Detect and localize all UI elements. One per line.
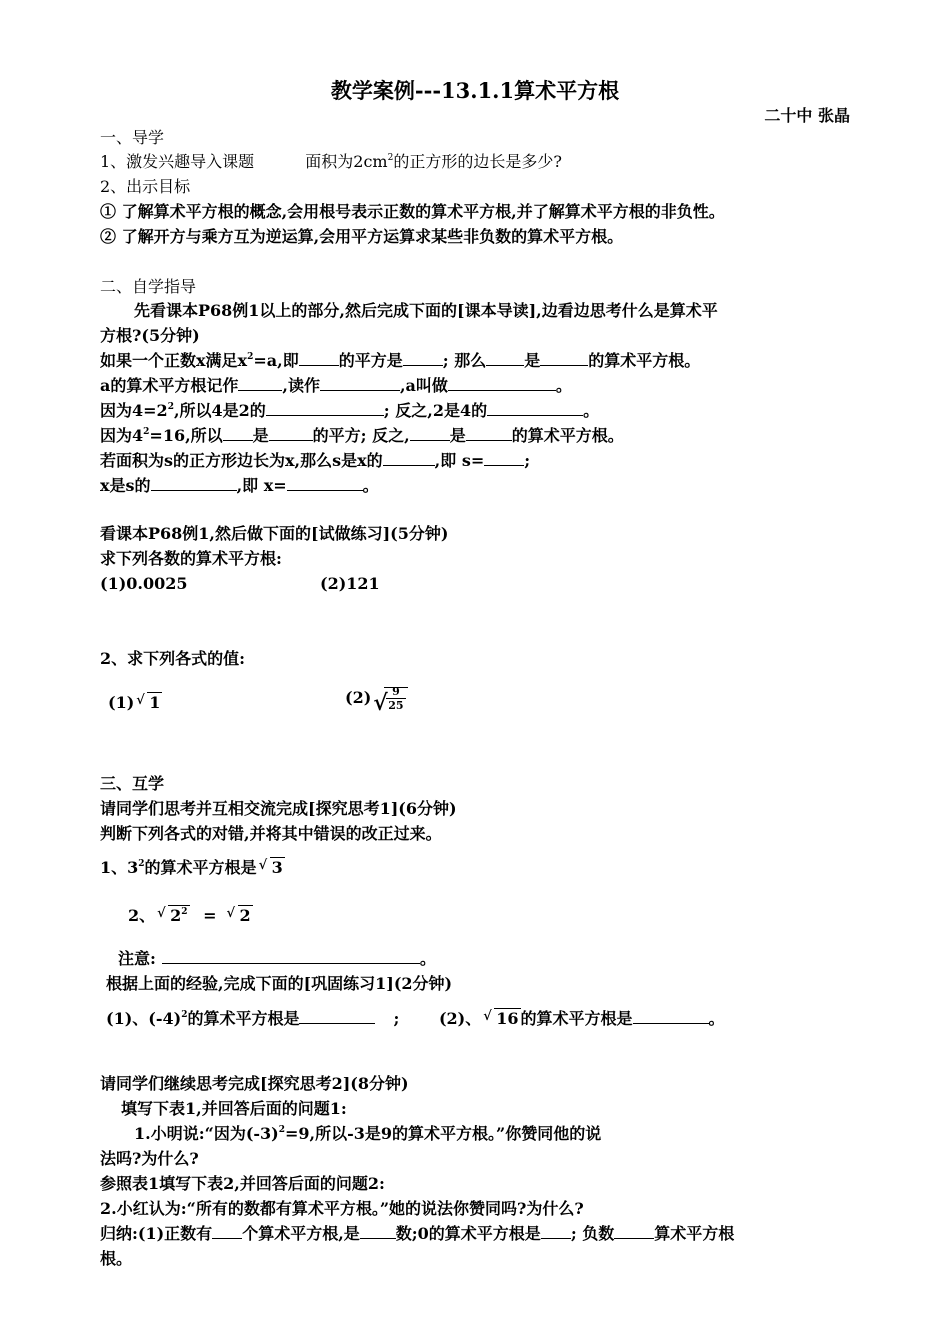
blank[interactable] bbox=[541, 1223, 571, 1239]
judge-item-1-b: 的算术平方根是 bbox=[144, 858, 257, 877]
consolidation-2-end: 。 bbox=[708, 1009, 725, 1028]
fill-line-3-d: 。 bbox=[583, 401, 600, 420]
exercise-q2: 2、求下列各式的值: bbox=[100, 649, 246, 668]
fill-line-3-a: 因为4=2 bbox=[100, 401, 168, 420]
radical-sign-icon: √ bbox=[258, 858, 268, 873]
blank[interactable] bbox=[614, 1223, 654, 1239]
radical-sign-icon: √ bbox=[483, 1009, 492, 1024]
self-study-intro-1: 先看课本P68例1以上的部分,然后完成下面的[课本导读],边看边思考什么是算术平 bbox=[134, 301, 718, 320]
judge-item-2-label: 2、 bbox=[128, 906, 156, 925]
intro-item-1 bbox=[100, 151, 562, 173]
question-1-line-1 bbox=[134, 1123, 601, 1145]
fill-line-4-d: 的平方; 反之, bbox=[312, 426, 410, 445]
summary-line-2: 根。 bbox=[100, 1249, 133, 1268]
intro-item-1-label: 1、激发兴趣导入课题 bbox=[100, 152, 255, 171]
exercise-q2-b bbox=[345, 685, 408, 716]
section-1-heading: 一、导学 bbox=[100, 128, 165, 147]
consolidation-2-label: (2)、 bbox=[438, 1009, 482, 1028]
fill-line-1-b: =a,即 bbox=[253, 351, 299, 370]
radicand-base: 2 bbox=[170, 906, 182, 925]
consolidation-intro: 根据上面的经验,完成下面的[巩固练习1](2分钟) bbox=[106, 974, 453, 993]
blank[interactable] bbox=[486, 350, 524, 366]
question-1-a: 1.小明说:“因为(-3) bbox=[134, 1124, 279, 1143]
note-label: 注意: bbox=[118, 949, 156, 968]
blank[interactable] bbox=[269, 425, 313, 441]
fill-line-2-c: ,a叫做 bbox=[399, 376, 448, 395]
intro-item-2: 2、出示目标 bbox=[100, 177, 191, 196]
radicand: 16 bbox=[496, 1009, 519, 1028]
fill-line-3-c: ; 反之,2是4的 bbox=[383, 401, 488, 420]
fill-line-1-f: 的算术平方根。 bbox=[588, 351, 701, 370]
fill-line-4-b: =16,所以 bbox=[149, 426, 223, 445]
fill-line-6-a: x是s的 bbox=[100, 476, 151, 495]
goal-1: ① 了解算术平方根的概念,会用根号表示正数的算术平方根,并了解算术平方根的非负性。 bbox=[100, 202, 725, 221]
radical-sign-icon: √ bbox=[136, 693, 145, 708]
table-2-instruction: 参照表1填写下表2,并回答后面的问题2: bbox=[100, 1174, 385, 1193]
consolidation-1-sup: 2 bbox=[181, 1010, 188, 1020]
blank[interactable] bbox=[403, 350, 443, 366]
equals-sign: = bbox=[203, 906, 217, 925]
consolidation-1-b: 的算术平方根是 bbox=[187, 1009, 300, 1028]
fill-line-3 bbox=[100, 400, 599, 422]
fill-line-4-f: 的算术平方根。 bbox=[511, 426, 624, 445]
consolidation-separator: ; bbox=[393, 1009, 400, 1028]
summary-b: 个算术平方根,是 bbox=[242, 1224, 360, 1243]
exercise-q2-a bbox=[108, 692, 162, 714]
fill-line-4-e: 是 bbox=[449, 426, 466, 445]
explore-1-intro: 请同学们思考并互相交流完成[探究思考1](6分钟) bbox=[100, 799, 457, 818]
blank[interactable] bbox=[299, 1008, 375, 1024]
judge-item-1-a: 1、3 bbox=[100, 858, 139, 877]
radicand: 2 bbox=[239, 906, 251, 925]
fill-line-5-c: ; bbox=[524, 451, 531, 470]
goal-2: ② 了解开方与乘方互为逆运算,会用平方运算求某些非负数的算术平方根。 bbox=[100, 227, 624, 246]
page-title: 教学案例---13.1.1算术平方根 bbox=[330, 78, 620, 103]
note-end: 。 bbox=[419, 949, 436, 968]
summary-e: 算术平方根 bbox=[654, 1224, 735, 1243]
self-study-intro-2: 方根?(5分钟) bbox=[100, 326, 200, 345]
blank[interactable] bbox=[360, 1223, 396, 1239]
blank[interactable] bbox=[383, 450, 435, 466]
fill-line-1-d: ; 那么 bbox=[442, 351, 487, 370]
fill-line-3-sup: 2 bbox=[167, 402, 174, 412]
intro-question bbox=[305, 152, 562, 171]
fill-line-5 bbox=[100, 450, 530, 472]
section-2-heading: 二、自学指导 bbox=[100, 277, 197, 296]
fill-line-1-c: 的平方是 bbox=[338, 351, 403, 370]
fraction-numerator: 9 bbox=[386, 685, 405, 699]
fill-line-2 bbox=[100, 375, 572, 397]
blank[interactable] bbox=[410, 425, 450, 441]
fill-line-4-sup: 2 bbox=[143, 427, 150, 437]
intro-question-a: 面积为2cm bbox=[305, 152, 388, 171]
radicand: 1 bbox=[149, 693, 161, 712]
question-1-line-2: 法吗?为什么? bbox=[100, 1149, 199, 1168]
fill-line-1-a: 如果一个正数x满足x bbox=[100, 351, 248, 370]
fill-line-6 bbox=[100, 475, 379, 497]
blank[interactable] bbox=[238, 375, 282, 391]
exercise-intro: 看课本P68例1,然后做下面的[试做练习](5分钟) bbox=[100, 524, 449, 543]
question-1-b: =9,所以-3是9的算术平方根。”你赞同他的说 bbox=[285, 1124, 602, 1143]
intro-question-sup: 2 bbox=[387, 153, 394, 163]
summary-a: 归纳:(1)正数有 bbox=[100, 1224, 213, 1243]
blank[interactable] bbox=[299, 350, 339, 366]
fill-line-2-d: 。 bbox=[555, 376, 572, 395]
question-2: 2.小红认为:“所有的数都有算术平方根。”她的说法你赞同吗?为什么? bbox=[100, 1199, 584, 1218]
radical-sign-icon: √ bbox=[157, 906, 166, 921]
sqrt-expression bbox=[227, 905, 253, 927]
blank[interactable] bbox=[487, 400, 583, 416]
radicand-sup: 2 bbox=[181, 907, 188, 917]
blank[interactable] bbox=[212, 1223, 242, 1239]
blank[interactable] bbox=[320, 375, 400, 391]
summary-c: 数;0的算术平方根是 bbox=[395, 1224, 541, 1243]
explore-2-intro: 请同学们继续思考完成[探究思考2](8分钟) bbox=[100, 1074, 409, 1093]
table-1-instruction: 填写下表1,并回答后面的问题1: bbox=[121, 1099, 347, 1118]
fill-line-1-sup: 2 bbox=[247, 352, 254, 362]
judge-item-1-sup: 2 bbox=[138, 859, 145, 869]
consolidation-1-a: (1)、(-4) bbox=[106, 1009, 182, 1028]
fill-line-1 bbox=[100, 350, 700, 372]
radical-sign-icon: √ bbox=[226, 906, 236, 921]
summary-line bbox=[100, 1223, 734, 1245]
blank[interactable] bbox=[540, 350, 588, 366]
blank[interactable] bbox=[162, 948, 420, 964]
fill-line-5-a: 若面积为s的正方形边长为x,那么s是x的 bbox=[100, 451, 383, 470]
blank[interactable] bbox=[484, 450, 524, 466]
blank[interactable] bbox=[466, 425, 512, 441]
judge-instruction: 判断下列各式的对错,并将其中错误的改正过来。 bbox=[100, 824, 442, 843]
fill-line-3-b: ,所以4是2的 bbox=[173, 401, 266, 420]
exercise-q2-b-label: (2) bbox=[345, 688, 372, 707]
fill-line-5-b: ,即 s= bbox=[434, 451, 485, 470]
fraction bbox=[386, 685, 405, 712]
fill-line-4-a: 因为4 bbox=[100, 426, 144, 445]
fill-line-6-b: ,即 x= bbox=[236, 476, 287, 495]
sqrt-expression bbox=[259, 857, 285, 879]
blank[interactable] bbox=[151, 475, 237, 491]
judge-item-2 bbox=[128, 905, 253, 927]
fill-line-4 bbox=[100, 425, 624, 447]
consolidation-items bbox=[106, 1008, 725, 1030]
section-3-heading: 三、互学 bbox=[100, 774, 165, 793]
radical-sign-icon: √ bbox=[373, 690, 388, 716]
exercise-q1-a: (1)0.0025 bbox=[100, 574, 188, 593]
summary-d: ; 负数 bbox=[570, 1224, 615, 1243]
fill-line-6-c: 。 bbox=[362, 476, 379, 495]
sqrt-expression bbox=[373, 685, 407, 716]
author: 二十中 张晶 bbox=[764, 106, 850, 125]
blank[interactable] bbox=[633, 1008, 709, 1024]
blank[interactable] bbox=[448, 375, 556, 391]
note-line bbox=[118, 948, 436, 970]
question-1-sup: 2 bbox=[278, 1125, 285, 1135]
sqrt-expression bbox=[157, 905, 189, 927]
judge-item-1 bbox=[100, 857, 285, 879]
fill-line-2-b: ,读作 bbox=[282, 376, 320, 395]
blank[interactable] bbox=[287, 475, 363, 491]
fraction-denominator: 25 bbox=[388, 699, 404, 712]
blank[interactable] bbox=[266, 400, 384, 416]
fill-line-4-c: 是 bbox=[252, 426, 269, 445]
sqrt-expression bbox=[136, 692, 162, 714]
fill-line-1-e: 是 bbox=[524, 351, 541, 370]
consolidation-2-b: 的算术平方根是 bbox=[520, 1009, 633, 1028]
exercise-q1: 求下列各数的算术平方根: bbox=[100, 549, 282, 568]
sqrt-expression bbox=[483, 1008, 520, 1030]
radicand: 3 bbox=[271, 858, 283, 877]
exercise-q2-a-label: (1) bbox=[108, 693, 135, 712]
intro-question-b: 的正方形的边长是多少? bbox=[393, 152, 562, 171]
blank[interactable] bbox=[223, 425, 253, 441]
exercise-q1-b: (2)121 bbox=[320, 574, 380, 593]
fill-line-2-a: a的算术平方根记作 bbox=[100, 376, 239, 395]
